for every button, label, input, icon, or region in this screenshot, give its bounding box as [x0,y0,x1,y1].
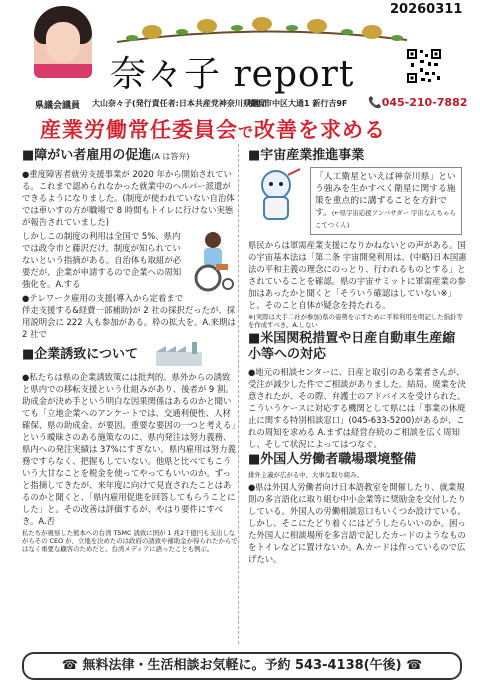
quote-source: (←県宇宙応援アンバサダー 宇宙なんちゃらこてつくん) [315,209,456,229]
quote-box [310,167,462,235]
consultation-icon: ☎ [61,658,78,673]
publisher-name: 大山奈々子(発行責任者:日本共産党神奈川県議団 [92,99,267,108]
report-header [0,0,480,118]
issue-date: 20260311 [390,2,463,17]
section-heading: ■障がい者雇用の促進 [22,148,152,163]
bird-branch-decoration [112,2,412,46]
quote-text: 「人工衛星といえば神奈川県」という強みを生かすべく衛星に関する施策を重点的に講ずることを方針です。 [315,172,456,218]
page-headline [40,114,460,144]
section-note: (A は答弁) [151,152,190,161]
paragraph: ●重度障害者就労支援事業が 2020 年から開始されている。これまで認められなかった就業中のヘルパー派遣ができるようになりました。(制度が使われていない自治体では車いすの方が職場で 8 時間もトイレに行けない実態が報告されていました) [22,169,235,227]
report-title: 奈々子 report [110,54,355,95]
headline-demand: 改善を求める [254,118,387,142]
paragraph: 県民からは軍需産業支援になりかねないとの声がある。国の宇宙基本法は「第二条 宇宙開発利用は、(中略)日本国憲法の平和主義の理念にのっとり、行われるものとする」とされていることを確認。県の宇宙サミットに軍需産業の参加はあったかと聞くと「そういう確認はしていない※」と。そのこと自体が疑念を持たれる。 [248,240,467,310]
section-subtitle: 排外主義が広がる中、大事な取り組み。 [248,471,364,479]
footer-text: 無料法律・生活相談お気軽に。予約 543-4138(午後) [82,658,402,673]
contact-tel [368,96,467,109]
paragraph: しかしこの制度の利用は全国で 5%、県内では政令市と藤沢だけ。制度が知られていないという指摘がある。自治体も取組が必要だが、企業が申請するので企業への周知強化を。A.する [22,231,182,289]
tel-number[interactable]: 045-210-7882 [381,96,468,109]
phone-icon: 📞 [368,96,382,109]
qr-code-icon[interactable] [406,48,442,84]
section-title-space: ■宇宙産業推進事業 [248,148,365,163]
column-divider [238,144,240,644]
section-title-investment [22,342,238,368]
section-title-tariff: ■米国関税措置や日産自動車生産縮小等への対応 [248,331,456,362]
member-role: 県議会議員 [35,101,81,111]
headline-particle: で [238,123,255,141]
wheelchair-illustration-icon [188,230,238,292]
portrait-photo [34,6,92,78]
right-column [248,148,468,567]
paragraph: ●県は外国人労働者向け日本語教室を開催したり、就業規則の多言語化に取り組む中小企業等に奨励金を交付したりしている。外国人の労働相談窓口もいくつか設けている。しかし、そこにたどり着くにはどうしたらいいのか。困った外国人に相談場所を多言語で記したカードのようなものをトイレなどに置けないか。A.カードは作っているので広げたい。 [248,482,466,564]
section-title-disability [22,148,238,165]
office-address: 横浜市中区大通1 新行吉9F [248,99,348,108]
footer-banner [22,652,462,680]
section-heading: ■企業誘致について [22,347,139,362]
left-column [22,148,238,555]
paragraph: ●地元の相談センターに、日産と取引のある業者さんが、受注が減少した件でご相談がありました。結局、廃業を決意されたが、その際、弁護士のアドバイスを受けられた。こういうケースに対応する機関として県には「事業の休廃止に関する特別相談窓口」(045-633-5200)があるが、これの周知を求める A.まずは経営存続のご相談を広く周知し、そして状況によってはつなぐ。 [248,367,466,449]
paragraph-note: ※(実際は大手二社が参加)県の姿勢を示すために平和利用を明記した指針等を作成すべき。A.しない [248,313,463,329]
paragraph: ●テレワーク雇用の支援(導入から定着まで伴走支援する&経費一部補助)が 2 社の採択だったが、採用説明会に 222 人も参加がある。枠の拡大を。A.来期は 2 社で [22,293,236,339]
headline-committee: 産業労働常任委員会 [40,118,238,142]
consultation-icon: ☎ [406,658,423,673]
space-mascot-icon [248,167,304,231]
section-title-foreign-workers: ■外国人労働者職場環境整備 [248,452,417,467]
paragraph: ●私たちは県の企業誘致策には批判的。県外からの誘致と県内での移転支援という仕組みがあり、後者が 9 割。助成金が決め手という明白な因果関係はあるのかと聞いても「立地企業へのアンケートでは、交通利便性、人材確保、県の助成金、が要因。重要な要因の一つと考える」という曖昧さのある施策なのに、県内発注は努力義務、県内への発注実績は 37%にすぎない。県内雇用は努力義務ですらなく、把握もしていない。他県と比べてもこういう大甘なことを税金を使ってやってもいいのか。ずっと指摘してきたが、来年度に向けて見直されたことはあるのかと聞くと、「県内雇用促進を回答してもらうことにした」と。その改善は評価するが、やはり要件にすべき。A.否 [22,372,236,526]
paragraph-note: 私たちが視察した熊本への台湾 TSMC 誘致に国が 1 兆2千億円も支出しながらその CEO が、立地を決めたのは政府の誘致や補助金が得られたからではなく重要な顧客のためだと。台湾メディアに語ったことも例示。 [22,529,238,553]
factory-illustration-icon [152,342,208,368]
